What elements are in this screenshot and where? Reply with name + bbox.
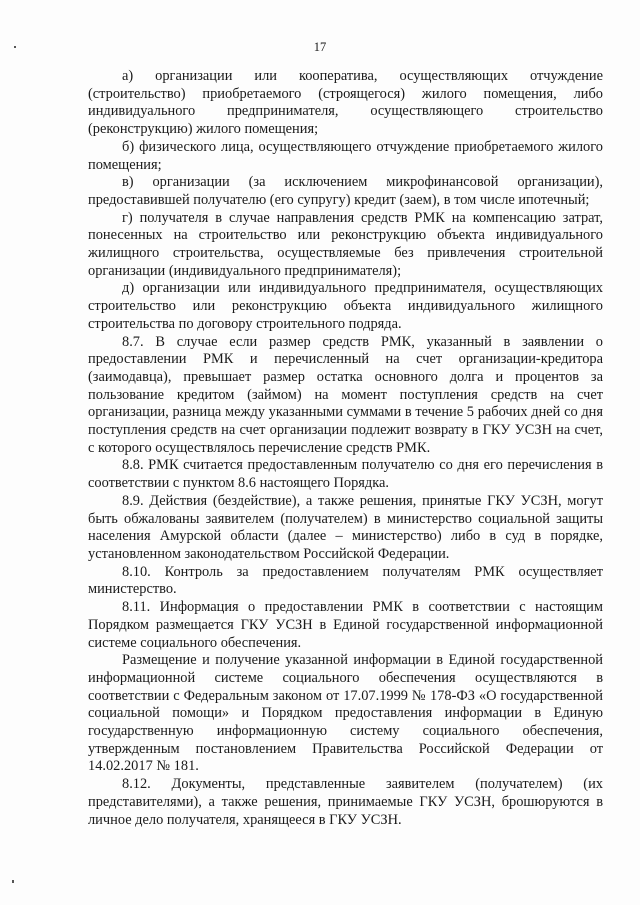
paragraph-item-d: д) организации или индивидуального предпринимателя, осуществляющих строительство или реконструкцию объекта индивидуального жилищного строительства по договору строительного подряда.: [88, 280, 603, 332]
paragraph-8-7: 8.7. В случае если размер средств РМК, указанный в заявлении о предоставлении РМК и перечисленный на счет организации-кредитора (заимодавца), превышает размер остатка основного долга и процентов за пользование кредитом (займом) на момент поступления средств на счет организации, разница между указанными суммами в течение 5 рабочих дней со дня поступления средств на счет организации подлежит возврату в ГКУ УСЗН на счет, с которого осуществлялось перечисление средств РМК.: [88, 333, 603, 456]
paragraph-item-b: б) физического лица, осуществляющего отчуждение приобретаемого жилого помещения;: [88, 138, 603, 173]
page-number: 17: [313, 40, 327, 54]
paragraph-8-12: 8.12. Документы, представленные заявителем (получателем) (их представителями), а также решения, принимаемые ГКУ УСЗН, брошюруются в личное дело получателя, хранящееся в ГКУ УСЗН.: [88, 776, 603, 828]
paragraph-8-8: 8.8. РМК считается предоставленным получателю со дня его перечисления в соответствии с пунктом 8.6 настоящего Порядка.: [88, 457, 603, 492]
paragraph-8-9: 8.9. Действия (бездействие), а также решения, принятые ГКУ УСЗН, могут быть обжалованы заявителем (получателем) в министерство социальной защиты населения Амурской области (далее – министерство) либо в суд в порядке, установленном законодательством Российской Федерации.: [88, 492, 603, 562]
paragraph-item-g: г) получателя в случае направления средств РМК на компенсацию затрат, понесенных на строительство или реконструкцию объекта индивидуального жилищного строительства, осуществляемые без привлечения строительной организации (индивидуального предпринимателя);: [88, 209, 603, 279]
paragraph-8-11: 8.11. Информация о предоставлении РМК в соответствии с настоящим Порядком размещается ГКУ УСЗН в Единой государственной информационной системе социального обеспечения.: [88, 599, 603, 651]
paragraph-item-a: а) организации или кооператива, осуществляющих отчуждение (строительство) приобретаемого (строящегося) жилого помещения, либо индивидуального предпринимателя, осуществляющего строительство (реконструкцию) жилого помещения;: [88, 68, 603, 138]
paragraph-placement: Размещение и получение указанной информации в Единой государственной информационной системе социального обеспечения осуществляются в соответствии с Федеральным законом от 17.07.1999 № 178-ФЗ «О государственной социальной помощи» и Порядком предоставления информации в Единую государственную информационную систему социального обеспечения, утвержденным постановлением Правительства Российской Федерации от 14.02.2017 № 181.: [88, 652, 603, 775]
document-body: [88, 68, 603, 829]
paragraph-item-v: в) организации (за исключением микрофинансовой организации), предоставившей получателю (его супругу) кредит (заем), в том числе ипотечный;: [88, 174, 603, 208]
scan-speck: [12, 880, 14, 883]
paragraph-8-10: 8.10. Контроль за предоставлением получателям РМК осуществляет министерство.: [88, 563, 603, 598]
